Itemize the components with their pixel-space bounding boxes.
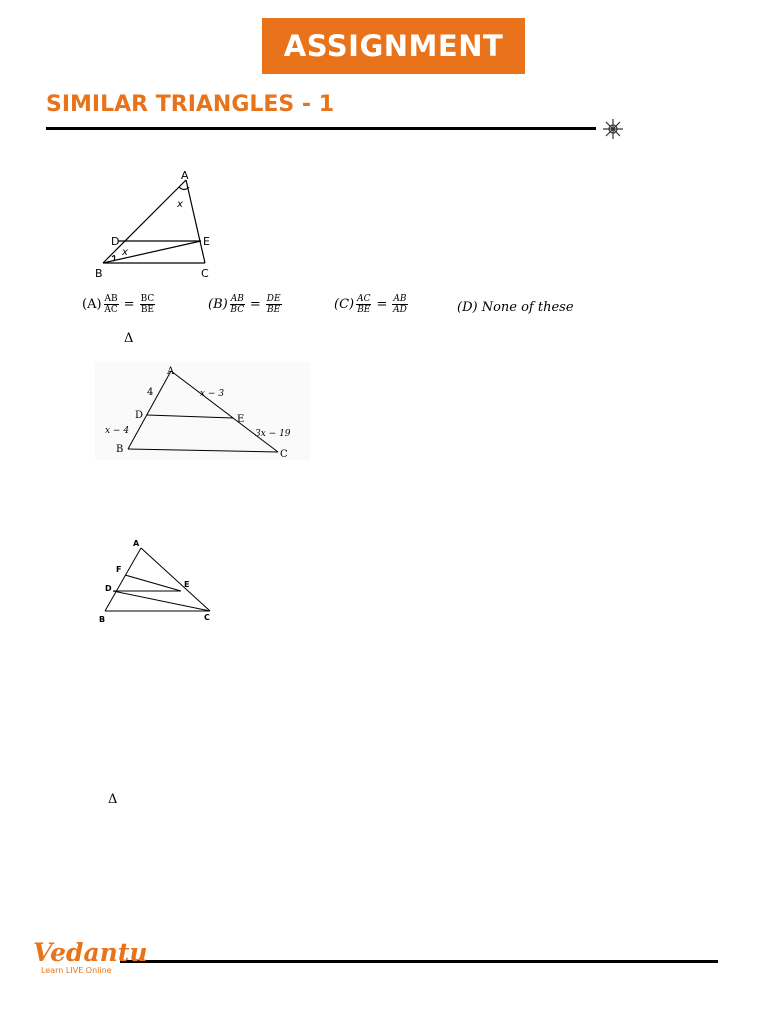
option-c[interactable]: (C) $\frac{AC}{BE}$ = $\frac{AB}{AD}$	[334, 294, 407, 315]
segment-label-ec: 3x − 19	[255, 429, 291, 439]
option-c-num1: AC	[357, 294, 371, 304]
option-a-den2: BE	[140, 305, 154, 315]
vertex-label-c: C	[280, 449, 288, 460]
logo-tagline: Learn LIVE Online	[41, 966, 112, 975]
angle-label-x-bottom: x	[122, 247, 128, 258]
delta-symbol-2: Δ	[108, 792, 118, 807]
vertex-label-b: B	[116, 444, 124, 455]
vertex-label-e: E	[203, 235, 210, 248]
option-b-num1: AB	[230, 294, 244, 304]
vertex-label-a: A	[181, 169, 189, 182]
angle-label-x-top: x	[177, 199, 183, 210]
option-a-num1: AB	[104, 294, 118, 304]
vertex-label-f: F	[116, 565, 122, 574]
segment-label-ae: x − 3	[200, 389, 225, 399]
option-b-den1: BC	[230, 305, 245, 315]
vertex-label-c: C	[204, 613, 210, 622]
option-d[interactable]	[457, 300, 574, 315]
option-a-num2: BC	[140, 294, 155, 304]
option-b-num2: DE	[266, 294, 281, 304]
vertex-label-b: B	[95, 267, 103, 280]
footer-rule	[120, 960, 718, 963]
page-title: SIMILAR TRIANGLES - 1	[46, 92, 335, 117]
option-a-den1: AC	[104, 305, 118, 315]
segment-label-ad: 4	[147, 387, 154, 398]
vertex-label-d: D	[105, 584, 112, 593]
vedantu-logo[interactable]	[33, 940, 148, 975]
segment-label-db: x − 4	[105, 426, 130, 436]
vertex-label-b: B	[99, 615, 106, 624]
option-b-den2: BE	[267, 305, 281, 315]
vertex-label-a: A	[133, 539, 140, 548]
vertex-label-a: A	[167, 366, 175, 377]
vertex-label-d: D	[135, 410, 144, 421]
triangle-figure-3	[95, 535, 225, 630]
triangle-figure-2	[95, 362, 315, 462]
option-a-prefix: (A)	[82, 297, 102, 312]
triangle-figure-1	[90, 165, 230, 285]
option-b-prefix: (B)	[208, 297, 228, 312]
vertex-label-d: D	[111, 235, 120, 248]
option-b[interactable]: (B) $\frac{AB}{BC}$ = $\frac{DE}{BE}$	[208, 294, 281, 315]
logo-wordmark: Vedantu	[33, 938, 148, 967]
title-underline	[46, 127, 596, 130]
vertex-label-e: E	[237, 414, 245, 425]
option-a[interactable]: (A) $\frac{AB}{AC}$ = $\frac{BC}{BE}$	[82, 294, 155, 315]
option-c-num2: AB	[393, 294, 407, 304]
vertex-label-c: C	[201, 267, 209, 280]
option-c-den1: BE	[357, 305, 371, 315]
delta-symbol-1: Δ	[124, 331, 134, 346]
option-c-den2: AD	[393, 305, 407, 315]
option-d-text: (D) None of these	[457, 300, 574, 315]
ornament-icon	[600, 117, 626, 141]
option-c-prefix: (C)	[334, 297, 355, 312]
vertex-label-e: E	[184, 580, 190, 589]
assignment-banner: ASSIGNMENT	[262, 18, 525, 74]
